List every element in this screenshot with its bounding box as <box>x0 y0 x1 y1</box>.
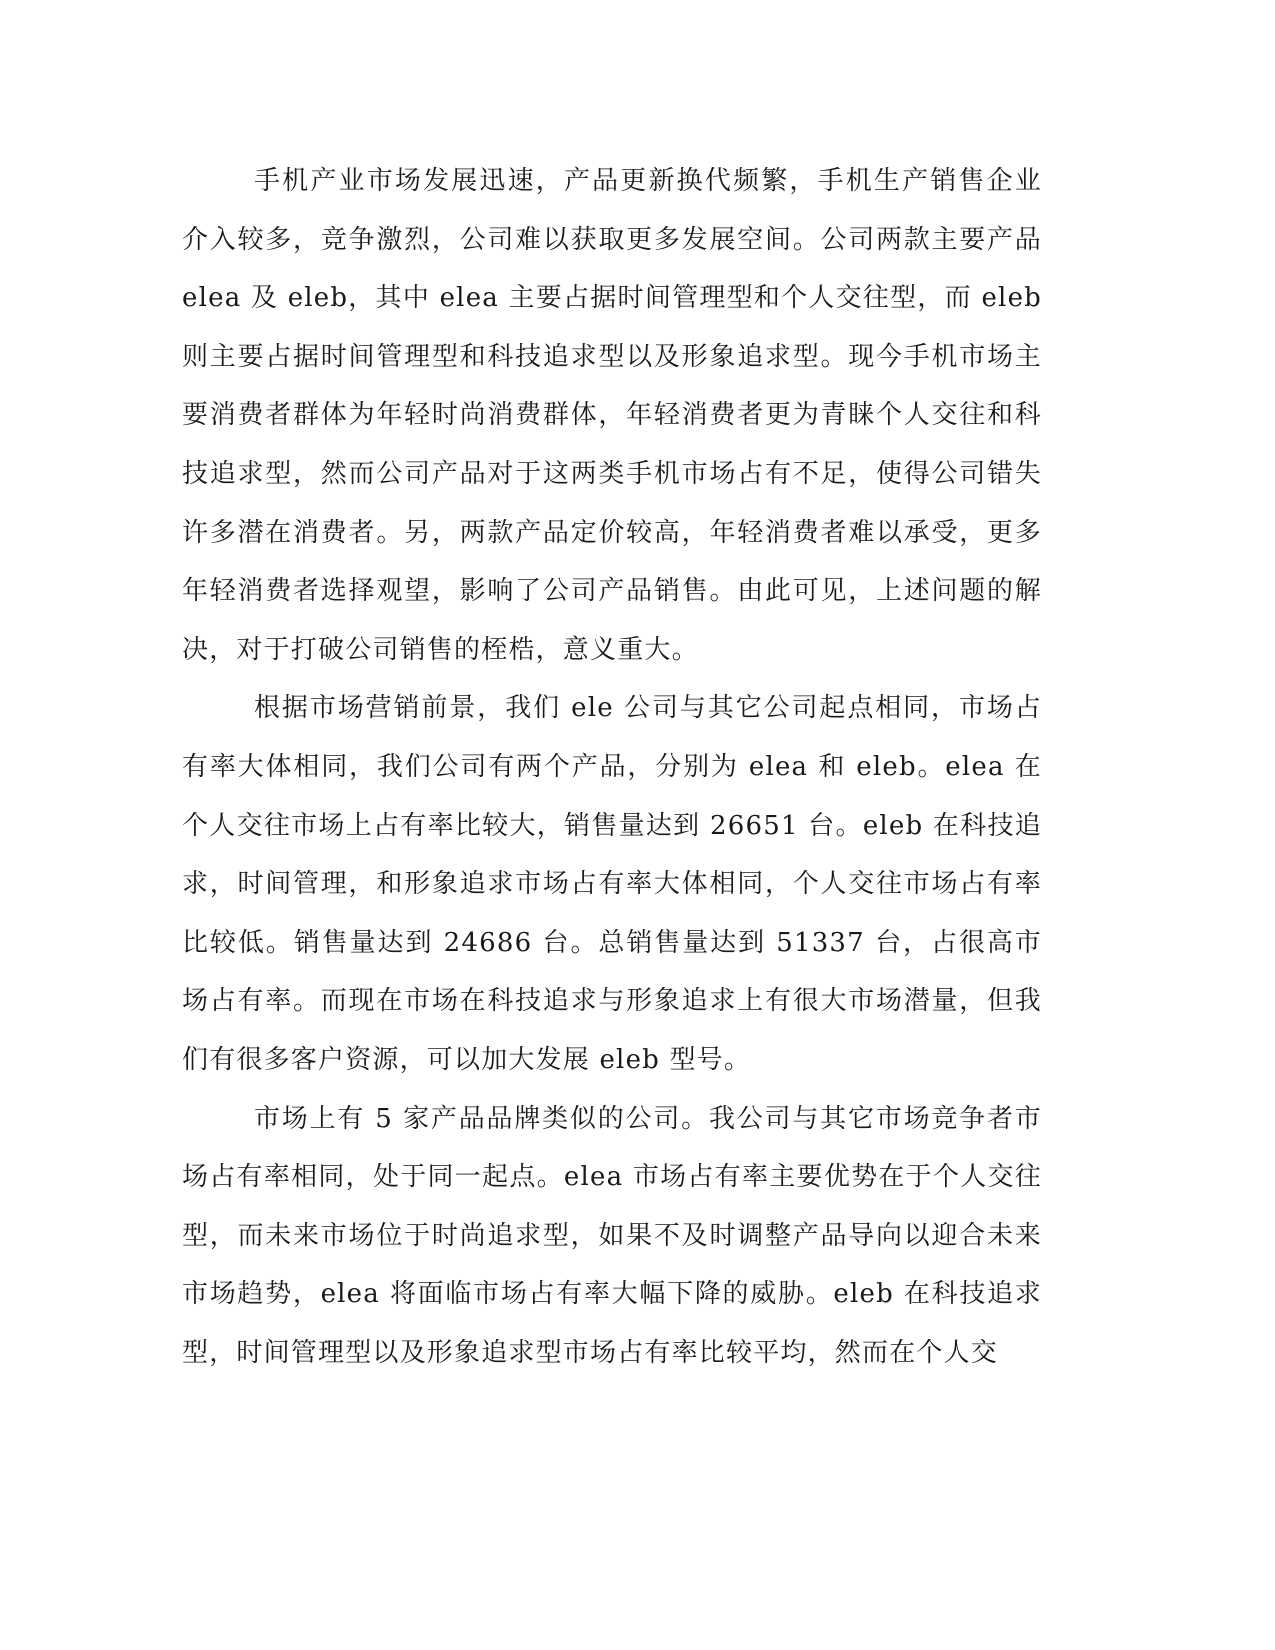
document-body <box>182 152 1042 1382</box>
paragraph-1: 手机产业市场发展迅速，产品更新换代频繁，手机生产销售企业介入较多，竞争激烈，公司难以获取更多发展空间。公司两款主要产品 elea 及 eleb，其中 elea 主要占据时间管理型和个人交往型，而 eleb 则主要占据时间管理型和科技追求型以及形象追求型。现今手机市场主要消费者群体为年轻时尚消费群体，年轻消费者更为青睐个人交往和科技追求型，然而公司产品对于这两类手机市场占有不足，使得公司错失许多潜在消费者。另，两款产品定价较高，年轻消费者难以承受，更多年轻消费者选择观望，影响了公司产品销售。由此可见，上述问题的解决，对于打破公司销售的桎梏，意义重大。 <box>182 166 1042 665</box>
paragraph-2: 根据市场营销前景，我们 ele 公司与其它公司起点相同，市场占有率大体相同，我们公司有两个产品，分别为 elea 和 eleb。elea 在个人交往市场上占有率比较大，销售量达到 26651 台。eleb 在科技追求，时间管理，和形象追求市场占有率大体相同，个人交往市场占有率比较低。销售量达到 24686 台。总销售量达到 51337 台，占很高市场占有率。而现在市场在科技追求与形象追求上有很大市场潜量，但我们有很多客户资源，可以加大发展 eleb 型号。 <box>182 693 1042 1075</box>
paragraph-3: 市场上有 5 家产品品牌类似的公司。我公司与其它市场竞争者市场占有率相同，处于同一起点。elea 市场占有率主要优势在于个人交往型，而未来市场位于时尚追求型，如果不及时调整产品导向以迎合未来市场趋势，elea 将面临市场占有率大幅下降的威胁。eleb 在科技追求型，时间管理型以及形象追求型市场占有率比较平均，然而在个人交 <box>182 1103 1042 1368</box>
